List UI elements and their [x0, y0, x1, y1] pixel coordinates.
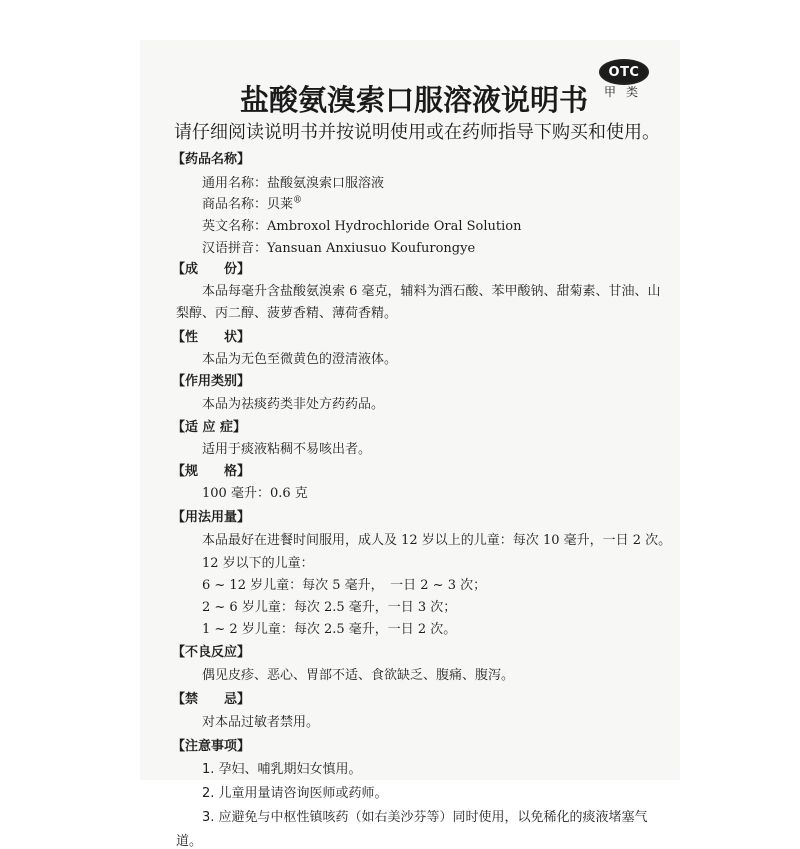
section-heading-adverse-reactions: 【不良反应】 — [172, 645, 251, 660]
otc-badge: OTC — [599, 59, 649, 85]
precaution-item-3-line-1: 3. 应避免与中枢性镇咳药（如右美沙芬等）同时使用，以免稀化的痰液堵塞气 — [202, 810, 648, 825]
precaution-item-1: 1. 孕妇、哺乳期妇女慎用。 — [202, 762, 362, 777]
composition-line-1: 本品每毫升含盐酸氨溴索 6 毫克，辅料为酒石酸、苯甲酸钠、甜菊素、甘油、山 — [202, 284, 661, 299]
section-heading-description: 【性 状】 — [172, 330, 251, 345]
dosage-line-5: 1 ~ 2 岁儿童：每次 2.5 毫升，一日 2 次。 — [202, 622, 457, 637]
indications-text: 适用于痰液粘稠不易咳出者。 — [202, 442, 372, 457]
section-heading-dosage: 【用法用量】 — [172, 510, 251, 525]
registered-mark: ® — [293, 195, 303, 206]
contraindications-text: 对本品过敏者禁用。 — [202, 715, 320, 730]
pinyin-name: 汉语拼音：Yansuan Anxiusuo Koufurongye — [202, 241, 476, 256]
otc-class-label: 甲类 — [604, 85, 649, 99]
section-heading-drug-name: 【药品名称】 — [172, 152, 251, 167]
section-heading-category: 【作用类别】 — [172, 374, 251, 389]
dosage-line-1: 本品最好在进餐时间服用，成人及 12 岁以上的儿童：每次 10 毫升，一日 2 次。 — [202, 533, 672, 548]
trade-name — [202, 193, 302, 212]
usage-warning: 请仔细阅读说明书并按说明使用或在药师指导下购买和使用。 — [174, 122, 660, 143]
description-text: 本品为无色至微黄色的澄清液体。 — [202, 352, 398, 367]
dosage-line-3: 6 ~ 12 岁儿童：每次 5 毫升， 一日 2 ~ 3 次； — [202, 578, 487, 593]
english-name: 英文名称：Ambroxol Hydrochloride Oral Solution — [202, 219, 522, 234]
section-heading-composition: 【成 份】 — [172, 262, 251, 277]
section-heading-specification: 【规 格】 — [172, 464, 251, 479]
trade-name-text: 商品名称：贝莱 — [202, 197, 294, 212]
section-heading-precautions: 【注意事项】 — [172, 739, 251, 754]
adverse-reactions-text: 偶见皮疹、恶心、胃部不适、食欲缺乏、腹痛、腹泻。 — [202, 668, 515, 683]
document-title: 盐酸氨溴索口服溶液说明书 — [240, 83, 589, 117]
generic-name: 通用名称：盐酸氨溴索口服溶液 — [202, 176, 385, 191]
precaution-item-2: 2. 儿童用量请咨询医师或药师。 — [202, 786, 388, 801]
dosage-line-2: 12 岁以下的儿童： — [202, 556, 314, 571]
section-heading-contraindications: 【禁 忌】 — [172, 692, 251, 707]
composition-line-2: 梨醇、丙二醇、菠萝香精、薄荷香精。 — [176, 306, 398, 321]
category-text: 本品为祛痰药类非处方药药品。 — [202, 397, 385, 412]
specification-text: 100 毫升：0.6 克 — [202, 486, 308, 501]
dosage-line-4: 2 ~ 6 岁儿童：每次 2.5 毫升，一日 3 次； — [202, 600, 457, 615]
section-heading-indications: 【适 应 症】 — [172, 420, 247, 435]
precaution-item-3-line-2: 道。 — [176, 834, 203, 849]
